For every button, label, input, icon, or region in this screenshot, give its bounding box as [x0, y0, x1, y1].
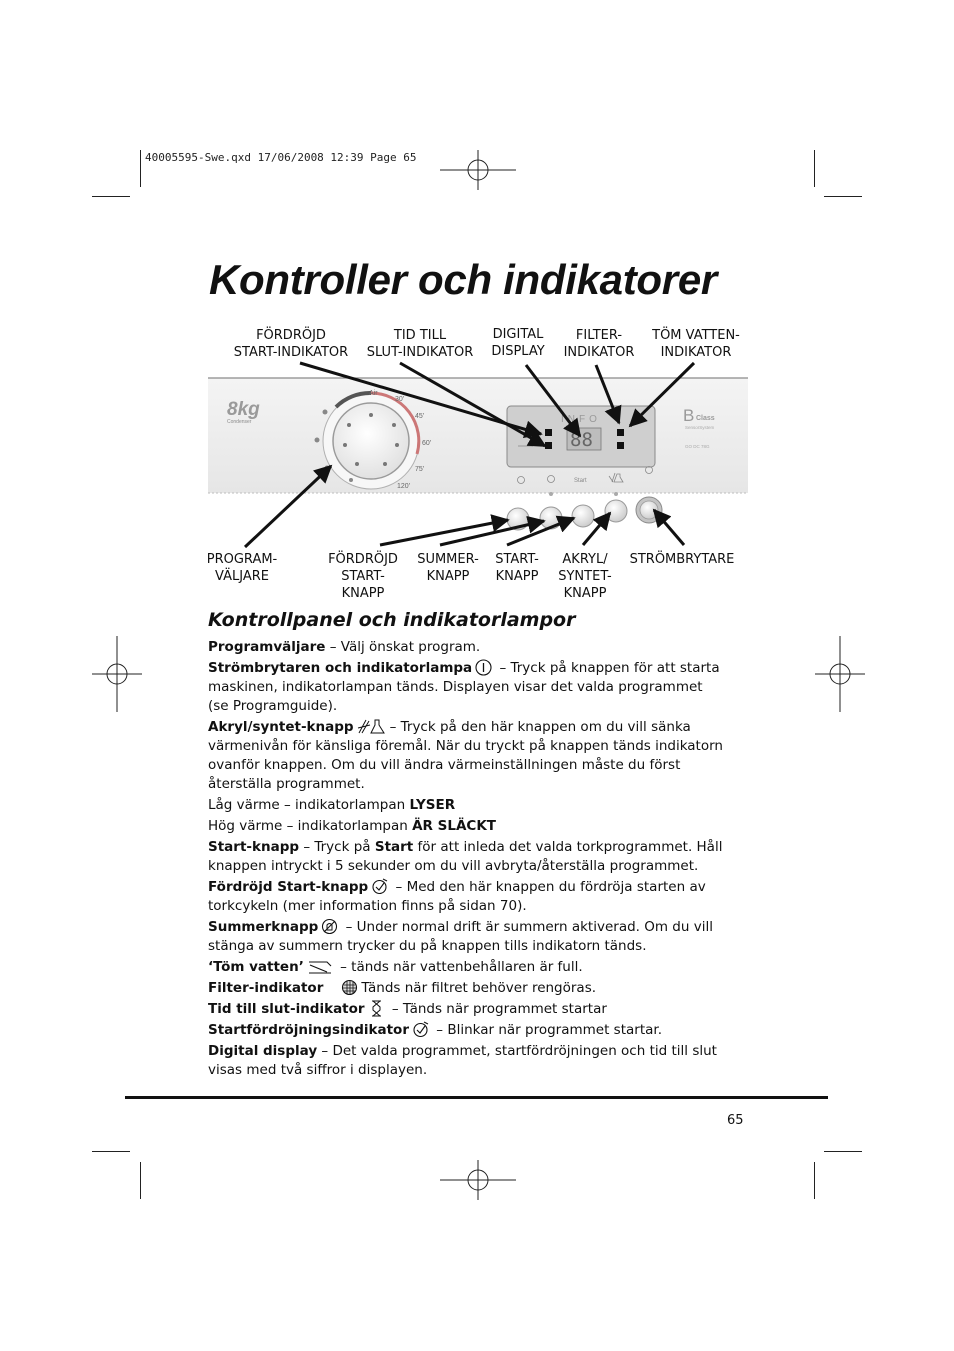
crop-mark	[140, 1162, 141, 1199]
term: LYSER	[409, 797, 456, 813]
section-subtitle: Kontrollpanel och indikatorlampor	[208, 609, 576, 631]
model-text: GO DC 78G	[685, 444, 710, 449]
para-digital-display	[208, 1042, 768, 1080]
term: Fördröjd Start-knapp	[208, 879, 369, 895]
desc: – Blinkar när programmet startar.	[431, 1022, 662, 1038]
power-icon	[475, 659, 492, 676]
label-line: SUMMER-	[417, 552, 479, 567]
desc: knappen intryckt i 5 sekunder om du vill avbryta/återställa programmet.	[208, 858, 699, 874]
label-line: AKRYL/	[562, 552, 608, 567]
term: Digital display	[208, 1043, 318, 1059]
sensor-text: SensorSystem	[685, 425, 715, 430]
dial-label-60: 60'	[422, 440, 432, 447]
print-slug: 40005595-Swe.qxd 17/06/2008 12:39 Page 65	[145, 151, 417, 164]
desc: – Det valda programmet, startfördröjningen och tid till slut	[317, 1043, 717, 1059]
term: Start-knapp	[208, 839, 300, 855]
hourglass-icon	[368, 1000, 385, 1017]
label-line: FÖRDRÖJD	[256, 328, 326, 343]
label-line: SLUT-INDIKATOR	[366, 345, 474, 360]
start-panel-label: Start	[574, 478, 587, 484]
desc: – Välj önskat program.	[325, 639, 481, 655]
para-fordrojd-start-knapp	[208, 878, 768, 916]
desc: – Under normal drift är summern aktiverad. Om du vill	[341, 919, 713, 935]
para-start-knapp	[208, 838, 768, 876]
para-akryl-syntet	[208, 718, 768, 794]
label-line: KNAPP	[341, 586, 385, 601]
energy-class-word: Class	[696, 415, 715, 422]
desc: Låg värme – indikatorlampan	[208, 797, 410, 813]
desc: för att inleda det valda torkprogrammet. Håll	[413, 839, 723, 855]
label-line: TÖM VATTEN-	[652, 328, 740, 343]
desc: Hög värme – indikatorlampan	[208, 818, 413, 834]
label-start-knapp	[495, 551, 539, 585]
desc: (se Programguide).	[208, 698, 338, 714]
crop-mark	[814, 1162, 815, 1199]
desc: torkcykeln (mer information finns på sidan 70).	[208, 898, 527, 914]
capacity-label: 8kg	[227, 399, 260, 420]
label-line: INDIKATOR	[660, 345, 732, 360]
label-line: FÖRDRÖJD	[328, 552, 398, 567]
crop-mark	[92, 1151, 130, 1152]
desc: – Med den här knappen du fördröja starten av	[391, 879, 706, 895]
para-lag-varme	[208, 796, 768, 815]
label-strombrytare	[630, 551, 735, 568]
para-strombrytare	[208, 659, 768, 716]
para-filter-indikator	[208, 979, 768, 998]
crop-mark	[824, 1151, 862, 1152]
empty-water-icon	[307, 958, 333, 975]
label-line: SYNTET-	[558, 569, 612, 584]
registration-mark-bottom	[440, 1160, 516, 1200]
label-line: PROGRAM-	[206, 552, 278, 567]
desc: – Tryck på knappen för att starta	[495, 660, 720, 676]
buzzer-off-icon	[321, 918, 338, 935]
label-line: KNAPP	[426, 569, 470, 584]
desc: – Tänds när programmet startar	[387, 1001, 607, 1017]
dial-label-45: 45'	[415, 413, 425, 420]
desc: visas med två siffror i displayen.	[208, 1062, 428, 1078]
label-line: START-	[341, 569, 385, 584]
registration-mark-right	[815, 636, 865, 712]
filter-icon	[341, 979, 358, 996]
energy-class-letter: B	[683, 406, 695, 425]
dial-label-air: Air	[369, 390, 378, 397]
desc: – Tryck på den här knappen om du vill sänka	[389, 719, 691, 735]
info-text: INFO	[561, 414, 601, 425]
desc: Tänds när filtret behöver rengöras.	[361, 980, 597, 996]
label-line: TID TILL	[393, 328, 447, 343]
term: Startfördröjningsindikator	[208, 1022, 409, 1038]
term: Start	[374, 839, 414, 855]
footer-rule	[125, 1096, 828, 1099]
label-fordrojd-start-knapp	[328, 551, 398, 602]
description-body	[208, 638, 768, 1082]
display-digits: 88	[570, 429, 593, 451]
registration-mark-left	[92, 636, 142, 712]
label-line: DISPLAY	[491, 344, 545, 359]
label-summer-knapp	[417, 551, 479, 585]
label-line: START-	[495, 552, 539, 567]
term: Programväljare	[208, 639, 326, 655]
delay-start-indicator-icon	[412, 1021, 429, 1038]
label-line: START-INDIKATOR	[233, 345, 349, 360]
label-line: FILTER-	[575, 328, 623, 343]
label-line: INDIKATOR	[563, 345, 635, 360]
acrylic-synthetic-icon	[357, 718, 387, 735]
delay-start-icon	[371, 878, 388, 895]
capacity-sub: Condenser	[227, 419, 252, 425]
label-line: DIGITAL	[492, 327, 544, 342]
term: – tänds när vattenbehållaren är full.	[335, 959, 583, 975]
para-programvaljare	[208, 638, 768, 657]
callout-lines	[0, 0, 954, 620]
page-number: 65	[727, 1113, 744, 1128]
label-line: KNAPP	[495, 569, 539, 584]
label-programvaljare	[207, 551, 277, 585]
desc: – Tryck på	[299, 839, 375, 855]
term: ÄR SLÄCKT	[412, 818, 496, 834]
page-title: Kontroller och indikatorer	[209, 256, 717, 303]
dial-label-30: 30'	[395, 396, 405, 403]
desc: ovanför knappen. Om du vill ändra värmeinställningen måste du först	[208, 757, 681, 773]
label-line: VÄLJARE	[215, 569, 269, 584]
para-summerknapp	[208, 918, 768, 956]
term: Tid till slut-indikator	[208, 1001, 365, 1017]
term: Strömbrytaren och indikatorlampa	[208, 660, 473, 676]
dial-label-120: 120'	[397, 483, 411, 490]
desc: stänga av summern trycker du på knappen tills indikatorn tänds.	[208, 938, 647, 954]
para-tid-till-slut	[208, 1000, 768, 1019]
dial-label-75: 75'	[415, 466, 425, 473]
term: ‘Töm vatten’	[208, 959, 304, 975]
term: Akryl/syntet-knapp	[208, 719, 354, 735]
desc: maskinen, indikatorlampan tänds. Displayen visar det valda programmet	[208, 679, 703, 695]
para-tom-vatten	[208, 958, 768, 977]
term: Summerknapp	[208, 919, 319, 935]
para-startfordrojning	[208, 1021, 768, 1040]
term: Filter-indikator	[208, 980, 324, 996]
desc: värmenivån för känsliga föremål. När du tryckt på knappen tänds indikatorn	[208, 738, 723, 754]
label-line: KNAPP	[563, 586, 607, 601]
label-akryl-syntet-knapp	[558, 551, 612, 602]
desc: återställa programmet.	[208, 776, 365, 792]
para-hog-varme	[208, 817, 768, 836]
label-line: STRÖMBRYTARE	[629, 552, 735, 567]
